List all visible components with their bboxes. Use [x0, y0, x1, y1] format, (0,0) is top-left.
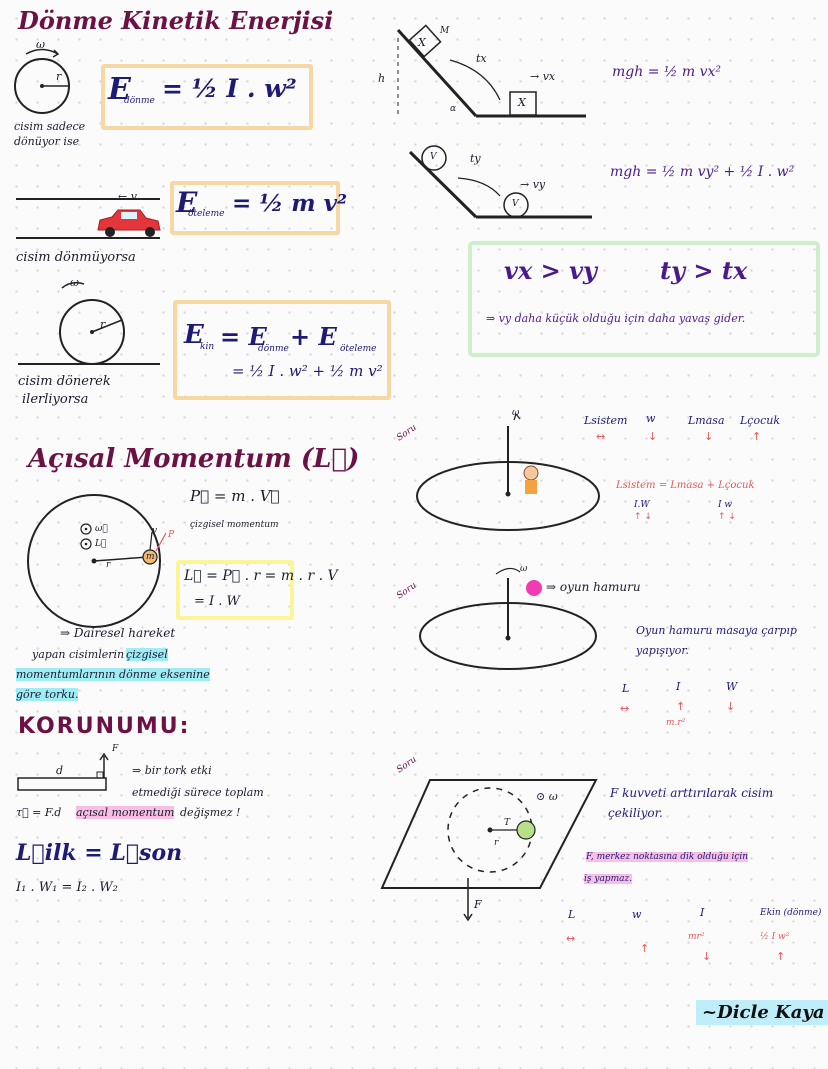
rolling-disk-diagram [18, 283, 160, 364]
incline2-V-bottom: V [512, 199, 519, 209]
q3-sub-4: ½ I w² [760, 932, 790, 942]
am-L-equation-1: L⃗ = P⃗ . r = m . r . V [184, 568, 338, 584]
f-k-E: E [184, 320, 204, 350]
q1-sub-2: I w [718, 500, 733, 510]
q3-arrow-1: ↔ [566, 932, 576, 945]
incline1-alpha: α [450, 104, 457, 114]
incline1-X-block: X [418, 36, 426, 49]
soru-1-label: Soru [395, 422, 419, 444]
am-v-label: v [152, 526, 158, 536]
q2-note-2: yapışıyor. [636, 644, 689, 657]
incline2-V-top: V [430, 152, 437, 162]
am-desc-1b: çizgisel [126, 648, 168, 661]
incline2-equation: mgh = ½ m vy² + ½ I . w² [610, 164, 795, 180]
kor-L-conservation: L⃗ilk = L⃗son [16, 840, 183, 866]
q1-equation: Lsistem = Lmasa + Lçocuk [616, 480, 755, 491]
kor-text-1: ⇒ bir tork etki [132, 764, 212, 777]
sec1-omega-label: ω [36, 38, 45, 51]
am-dairesel-label: ⇒ Dairesel hareket [60, 626, 176, 640]
incline1-vx: → vx [530, 70, 556, 83]
sec3-omega-label: ω [70, 276, 79, 289]
am-p-equation: P⃗ = m . V⃗ [190, 487, 280, 505]
incline2-ty: ty [470, 152, 481, 165]
q3-col-4: Ekin (dönme) [760, 908, 822, 918]
q2-note-1: Oyun hamuru masaya çarpıp [636, 624, 797, 637]
f-rot-rhs: = ½ I . w² [162, 74, 297, 103]
f-k-sub2: dönme [258, 344, 289, 354]
q3-arrow-2: ↑ [640, 942, 650, 955]
am-omega-symbol: ω⃗ [95, 524, 108, 534]
kor-text-2: etmediği sürece toplam [132, 786, 264, 799]
sec2-caption: cisim dönmüyorsa [16, 250, 136, 265]
f-k-mid: = E [220, 322, 267, 351]
q1-head-3: Lmasa [688, 414, 725, 427]
incline2-vy: → vy [520, 178, 546, 191]
q3-sub-3: mr² [688, 932, 705, 942]
q3-r-label: r [494, 838, 499, 848]
q3-omega: ⊙ ω [536, 790, 558, 803]
compare-note: ⇒ vy daha küçük olduğu için daha yavaş gider. [486, 312, 746, 325]
f-rot-E: E [108, 72, 131, 107]
q3-note-2: çekiliyor. [608, 806, 663, 820]
q2-col-2: I [676, 680, 681, 693]
kor-I-equation: I₁ . W₁ = I₂ . W₂ [16, 880, 118, 895]
am-desc-2: momentumlarının dönme eksenine [16, 668, 210, 681]
q2-dough-label: ⇒ oyun hamuru [546, 580, 641, 594]
f-tr-sub: öteleme [188, 209, 225, 219]
q1-sub-1: I.W [634, 500, 650, 510]
q3-col-2: w [632, 908, 642, 921]
sec1-r-label: r [56, 70, 62, 83]
am-m-label: m [146, 552, 155, 562]
title-conservation: KORUNUMU: [18, 714, 191, 739]
q2-arrow-2: ↑ [676, 700, 686, 713]
title-rotational-kinetic: Dönme Kinetik Enerjisi [18, 6, 334, 35]
soru-2-label: Soru [395, 580, 419, 602]
am-desc-1: yapan cisimlerin [32, 648, 125, 661]
q3-note-4: iş yapmaz. [584, 874, 633, 884]
q3-note-1: F kuvveti arttırılarak cisim [610, 786, 774, 800]
kor-d-label: d [56, 764, 64, 777]
q3-col-1: L [568, 908, 576, 921]
sec3-caption-1: cisim dönerek [18, 374, 111, 389]
incline1-X-block-2: X [518, 96, 526, 109]
sec3-r-label: r [100, 318, 106, 331]
sec1-caption-2: dönüyor ise [14, 135, 80, 148]
q3-note-3: F, merkez noktasına dik olduğu için [586, 852, 749, 862]
incline-rolling-diagram [410, 146, 592, 217]
q3-F-label: F [474, 898, 482, 911]
kor-tau: τ⃗ = F.d [16, 806, 62, 819]
am-p-caption: çizgisel momentum [190, 520, 279, 530]
f-tr-rhs: = ½ m v² [232, 190, 348, 217]
q1-sub-arrows-2: ↑ ↓ [718, 512, 736, 522]
q3-arrow-4: ↑ [776, 950, 786, 963]
am-desc-3: göre torku. [16, 688, 79, 701]
title-angular-momentum: Açısal Momentum (L⃗) [28, 444, 360, 474]
am-L-symbol: L⃗ [95, 539, 107, 549]
q3-T-label: T [504, 818, 511, 828]
q3-col-3: I [700, 906, 705, 919]
q1-arrow-1: ↔ [596, 430, 606, 443]
q1-arrow-2: ↓ [648, 430, 658, 443]
compare-v: vx > vy [504, 256, 597, 285]
kor-text-3a: açısal momentum [76, 806, 175, 819]
q1-disk-diagram [417, 414, 599, 530]
f-tr-E: E [176, 186, 198, 219]
incline1-tx: tx [476, 52, 487, 65]
q2-col-3: W [726, 680, 738, 693]
q3-plane-diagram [382, 780, 596, 920]
sec1-caption-1: cisim sadece [14, 120, 86, 133]
am-r-label: r [106, 560, 111, 570]
signature: ~Dicle Kaya [696, 1000, 828, 1025]
kor-text-3b: değişmez ! [180, 806, 241, 819]
q3-arrow-3: ↓ [702, 950, 712, 963]
f-k-line2: = ½ I . w² + ½ m v² [232, 362, 383, 380]
f-k-sub1: kin [200, 342, 215, 352]
q2-omega: ω [520, 564, 528, 574]
q1-head-4: Lçocuk [740, 414, 780, 427]
am-L-equation-2: = I . W [194, 594, 240, 609]
q2-arrow-1: ↔ [620, 702, 630, 715]
am-p-label: P [168, 530, 175, 540]
q1-head-1: Lsistem [584, 414, 628, 427]
kor-F-label: F [112, 744, 119, 754]
soru-3-label: Soru [395, 754, 419, 776]
f-k-sub3: öteleme [340, 344, 377, 354]
incline1-M-label: M [440, 26, 450, 36]
q2-arrow-3: ↓ [726, 700, 736, 713]
q2-col-1: L [622, 682, 630, 695]
f-rot-sub: dönme [124, 96, 155, 106]
q1-arrow-3: ↓ [704, 430, 714, 443]
q2-mr: m.r² [666, 718, 686, 728]
car-road-diagram [16, 199, 160, 238]
incline-block-diagram [398, 25, 586, 116]
compare-t: ty > tx [660, 256, 748, 285]
f-k-plus: + E [290, 322, 337, 351]
q1-head-2: w [646, 412, 656, 425]
q1-omega: ω [512, 408, 520, 418]
sec3-caption-2: ilerliyorsa [22, 392, 89, 407]
incline1-h-label: h [378, 72, 386, 85]
sec2-v-label: ← v [118, 190, 137, 203]
incline1-equation: mgh = ½ m vx² [612, 64, 722, 80]
q1-sub-arrows-1: ↑ ↓ [634, 512, 652, 522]
q1-arrow-4: ↑ [752, 430, 762, 443]
